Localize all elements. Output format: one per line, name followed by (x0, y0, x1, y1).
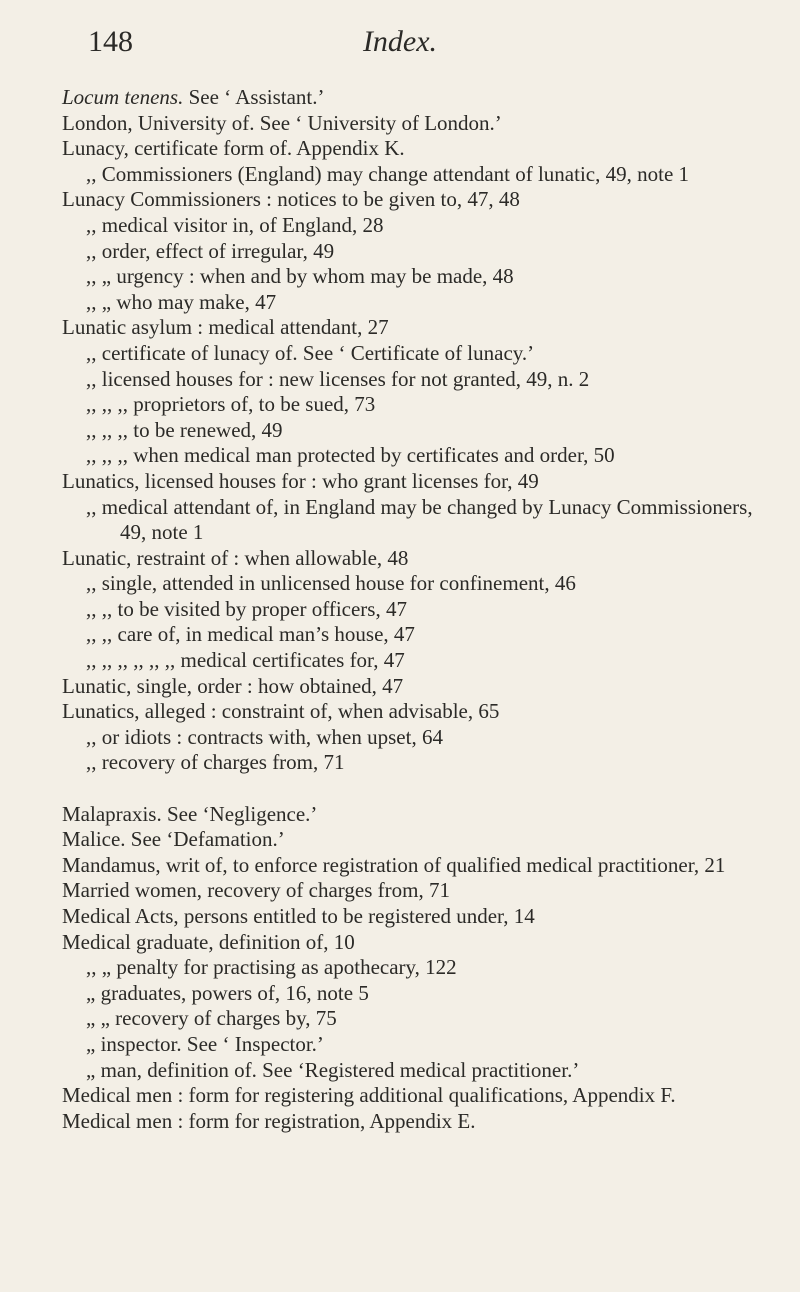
entry-text: Married women, recovery of charges from, 71 (62, 878, 450, 903)
entry-text: Lunacy, certificate form of. Appendix K. (62, 136, 405, 161)
entry-text: ,, certificate of lunacy of. See ‘ Certificate of lunacy.’ (86, 340, 535, 365)
index-entry (62, 853, 782, 879)
index-subentry (62, 264, 782, 290)
entry-text: Medical men : form for registering additional qualifications, Appendix F. (62, 1083, 676, 1108)
entry-text: Medical Acts, persons entitled to be registered under, 14 (62, 904, 535, 928)
index-entry (62, 85, 782, 111)
page-number: 148 (88, 25, 133, 58)
entry-text: ,, ,, ,, to be renewed, 49 (86, 417, 283, 442)
entry-text: Lunatic, single, order : how obtained, 47 (62, 673, 404, 698)
entry-text: ,, or idiots : contracts with, when upset, 64 (86, 724, 443, 749)
index-subentry (62, 648, 782, 674)
entry-text: ,, ,, to be visited by proper officers, 47 (86, 596, 407, 621)
index-subentry (62, 290, 782, 316)
entry-text: ,, „ penalty for practising as apothecary, 122 (86, 955, 457, 980)
index-entry (62, 878, 782, 904)
entry-text: ,, licensed houses for : new licenses for not granted, 49, n. 2 (86, 366, 590, 391)
index-subentry (62, 1032, 782, 1058)
entry-text: ,, recovery of charges from, 71 (86, 750, 345, 775)
index-entry (62, 187, 782, 213)
index-subentry (62, 367, 782, 393)
index-section-m (62, 802, 782, 1135)
running-title: Index. (362, 25, 438, 58)
section-spacer (62, 776, 782, 802)
entry-text: ,, „ who may make, 47 (86, 289, 277, 314)
entry-text: ,, order, effect of irregular, 49 (86, 238, 335, 263)
index-subentry (62, 341, 782, 367)
index-subentry (62, 571, 782, 597)
index-entry (62, 802, 782, 828)
index-entry (62, 546, 782, 572)
index-subentry (62, 955, 782, 981)
index-subentry (62, 392, 782, 418)
entry-text: Mandamus, writ of, to enforce registration of qualified medical practitioner, 21 (62, 852, 726, 877)
index-entry (62, 904, 782, 930)
index-entry (62, 315, 782, 341)
index-subentry (62, 239, 782, 265)
index-entry (62, 136, 782, 162)
index-subentry (62, 418, 782, 444)
entry-text: Lunatics, licensed houses for : who grant licenses for, 49 (62, 468, 539, 493)
entry-text: ,, medical attendant of, in England may be changed by Lunacy Commissioners, 49, note 1 (86, 494, 753, 545)
index-entry (62, 674, 782, 700)
index-entry (62, 827, 782, 853)
entry-heading-italic: Locum tenens. (62, 85, 184, 109)
index-entry (62, 930, 782, 956)
entry-text: „ „ recovery of charges by, 75 (86, 1006, 337, 1031)
entry-text: „ graduates, powers of, 16, note 5 (86, 980, 369, 1005)
index-subentry (62, 1006, 782, 1032)
entry-text: ,, ,, ,, ,, ,, ,, medical certificates for, 47 (86, 648, 405, 673)
entry-text: ,, „ urgency : when and by whom may be made, 48 (86, 264, 514, 289)
entry-text: Malapraxis. See ‘Negligence.’ (62, 801, 318, 826)
index-section-l (62, 85, 782, 776)
index-entry (62, 111, 782, 137)
entry-text: „ man, definition of. See ‘Registered medical practitioner.’ (86, 1057, 580, 1082)
index-subentry (62, 981, 782, 1007)
index-subentry (62, 162, 782, 188)
index-subentry (62, 622, 782, 648)
entry-text: Lunatic asylum : medical attendant, 27 (62, 315, 389, 340)
entry-text: Medical graduate, definition of, 10 (62, 929, 355, 954)
index-subentry (62, 213, 782, 239)
entry-text: ,, single, attended in unlicensed house for confinement, 46 (86, 571, 576, 596)
index-entry (62, 1109, 782, 1135)
entry-text: ,, ,, ,, when medical man protected by certificates and order, 50 (86, 443, 615, 468)
entry-text: ,, ,, ,, proprietors of, to be sued, 73 (86, 392, 376, 417)
entry-text: ,, medical visitor in, of England, 28 (86, 212, 384, 237)
index-subentry (62, 597, 782, 623)
entry-text: See ‘ Assistant.’ (183, 85, 325, 109)
entry-text: Lunatic, restraint of : when allowable, 48 (62, 545, 409, 570)
entry-text: London, University of. See ‘ University of London.’ (62, 110, 502, 135)
index-entry (62, 699, 782, 725)
entry-text: ,, Commissioners (England) may change attendant of lunatic, 49, note 1 (86, 161, 690, 186)
entry-text: ,, ,, care of, in medical man’s house, 47 (86, 622, 415, 647)
entry-text: Medical men : form for registration, Appendix E. (62, 1108, 476, 1133)
index-subentry (62, 750, 782, 776)
entry-text: „ inspector. See ‘ Inspector.’ (86, 1031, 324, 1056)
index-subentry (62, 725, 782, 751)
entry-text: Malice. See ‘Defamation.’ (62, 827, 285, 852)
entry-text: Lunacy Commissioners : notices to be given to, 47, 48 (62, 187, 520, 212)
entry-text: Lunatics, alleged : constraint of, when advisable, 65 (62, 699, 500, 724)
index-entry (62, 1083, 782, 1109)
index-subentry (62, 1058, 782, 1084)
index-subentry (62, 495, 782, 546)
page-header (0, 22, 800, 66)
index-subentry (62, 443, 782, 469)
index-column (62, 85, 782, 1134)
index-entry (62, 469, 782, 495)
